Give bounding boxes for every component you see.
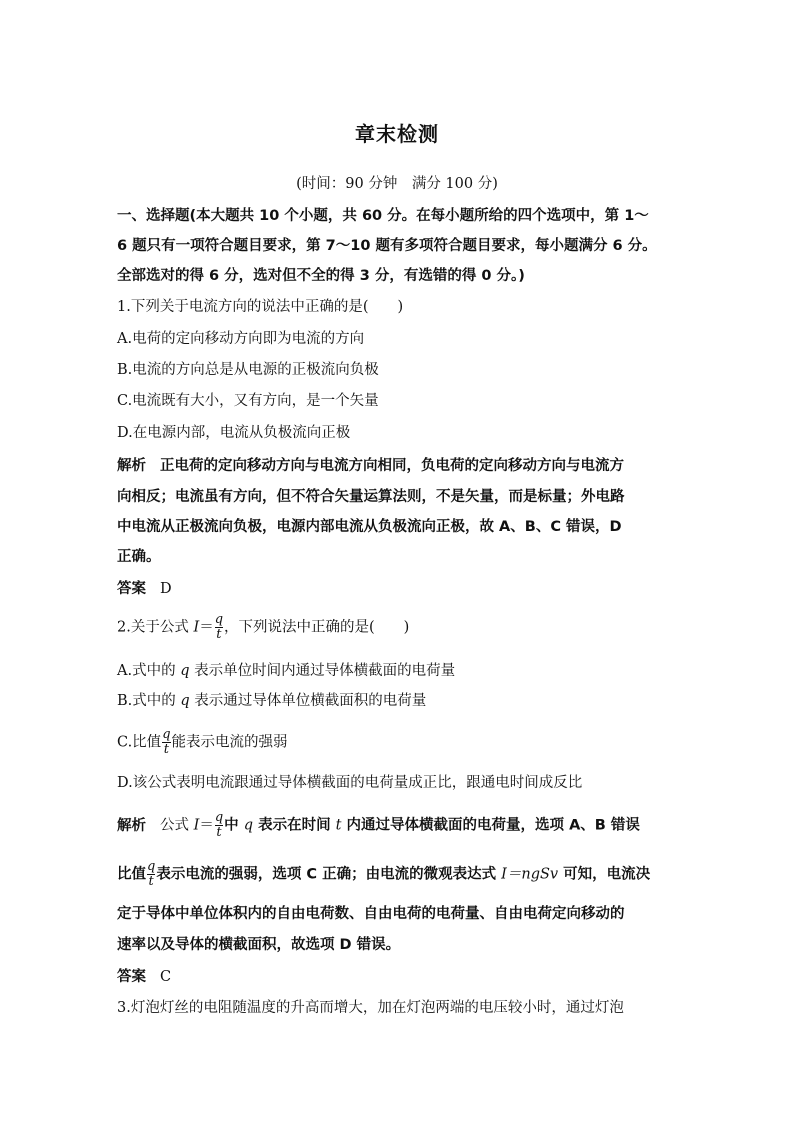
page-title: 章末检测 (355, 122, 439, 146)
q2-formula-i: I (193, 619, 200, 636)
fraction-numerator: q (214, 612, 224, 627)
q2-analysis-line-2 (117, 860, 679, 889)
fraction-numerator: q (147, 859, 156, 874)
fraction-denominator: t (163, 742, 169, 757)
q2-option-b-q: q (180, 693, 190, 709)
q2-stem-prefix: 2.关于公式 (117, 619, 194, 636)
analysis-label: 解析 (117, 817, 146, 834)
q2-formula-fraction (215, 613, 223, 642)
fraction-denominator: t (216, 825, 222, 840)
fraction-numerator: q (214, 810, 224, 825)
section-instructions-line-1: 一、选择题(本大题共 10 个小题，共 60 分。在每小题所给的四个选项中，第 1～ (117, 208, 649, 224)
q2-analysis-line-4: 速率以及导体的横截面积，故选项 D 错误。 (117, 937, 401, 953)
q2-option-c-fraction (162, 728, 170, 757)
q2-analysis-2-formula: I＝ngSv (501, 866, 559, 883)
q2-analysis-text-a: 中 (224, 817, 244, 834)
q2-analysis-2-prefix: 比值 (117, 866, 146, 883)
q2-option-c-prefix: C.比值 (117, 734, 162, 751)
section-instructions-line-2: 6 题只有一项符合题目要求，第 7～10 题有多项符合题目要求，每小题满分 6 分。 (117, 238, 657, 254)
q2-formula-equals: ＝ (199, 619, 214, 636)
q1-analysis-line-1 (117, 455, 679, 477)
fraction-denominator: t (216, 627, 222, 642)
q2-option-b-prefix: B.式中的 (117, 693, 181, 709)
q2-stem-suffix: ，下列说法中正确的是( ) (224, 619, 410, 636)
q1-stem: 1.下列关于电流方向的说法中正确的是( ) (117, 299, 404, 315)
q2-analysis-formula-equals: ＝ (199, 817, 214, 834)
q3-stem: 3.灯泡灯丝的电阻随温度的升高而增大，加在灯泡两端的电压较小时，通过灯泡 (117, 1000, 624, 1016)
q1-option-c: C.电流既有大小，又有方向，是一个矢量 (117, 393, 379, 409)
q2-analysis-text-c: 内通过导体横截面的电荷量，选项 A、B 错误 (341, 817, 640, 834)
q2-option-a-prefix: A.式中的 (117, 663, 181, 679)
q1-option-a: A.电荷的定向移动方向即为电流的方向 (117, 331, 365, 347)
q1-answer (117, 578, 679, 600)
q2-analysis-2-text: 表示电流的强弱，选项 C 正确；由电流的微观表达式 (156, 866, 502, 883)
q2-answer (117, 966, 679, 988)
q1-analysis-line-4: 正确。 (117, 549, 161, 565)
q2-analysis-text-b: 表示在时间 (253, 817, 336, 834)
q2-answer-value: C (160, 969, 172, 985)
answer-label: 答案 (117, 969, 146, 985)
fraction-numerator: q (162, 727, 171, 742)
q1-analysis-text-1: 正电荷的定向移动方向与电流方向相同，负电荷的定向移动方向与电流方 (160, 458, 624, 474)
q2-option-a-text: 表示单位时间内通过导体横截面的电荷量 (189, 663, 456, 679)
q2-analysis-line-3: 定于导体中单位体积内的自由电荷数、自由电荷的电荷量、自由电荷定向移动的 (117, 906, 625, 922)
q2-analysis-q: q (243, 817, 254, 834)
q1-option-d: D.在电源内部，电流从负极流向正极 (117, 425, 351, 441)
q2-stem (117, 613, 679, 642)
q1-analysis-line-3: 中电流从正极流向负极，电源内部电流从负极流向正极，故 A、B、C 错误，D (117, 519, 622, 535)
q2-option-c (117, 728, 679, 757)
q2-option-a-q: q (180, 663, 190, 679)
q2-analysis-line-1 (117, 811, 679, 840)
q2-option-d: D.该公式表明电流跟通过导体横截面的电荷量成正比，跟通电时间成反比 (117, 775, 583, 791)
q2-analysis-prefix: 公式 (160, 817, 194, 834)
q2-option-b (117, 690, 679, 712)
q1-option-b: B.电流的方向总是从电源的正极流向负极 (117, 362, 379, 378)
q2-analysis-2-suffix: 可知，电流决 (558, 866, 651, 883)
q2-option-a (117, 660, 679, 682)
q2-analysis-fraction (215, 811, 223, 840)
exam-info: (时间：90 分钟 满分 100 分) (296, 176, 498, 192)
fraction-denominator: t (148, 874, 154, 889)
q2-analysis-formula-i: I (193, 817, 200, 834)
q2-option-b-text: 表示通过导体单位横截面积的电荷量 (189, 693, 427, 709)
section-instructions-line-3: 全部选对的得 6 分，选对但不全的得 3 分，有选错的得 0 分。) (117, 268, 525, 284)
q1-answer-value: D (160, 581, 172, 597)
answer-label: 答案 (117, 581, 146, 597)
q2-analysis-2-fraction (147, 860, 155, 889)
analysis-label: 解析 (117, 458, 146, 474)
q1-analysis-line-2: 向相反；电流虽有方向，但不符合矢量运算法则，不是矢量，而是标量；外电路 (117, 489, 625, 505)
q2-analysis-t: t (335, 817, 342, 834)
q2-option-c-text: 能表示电流的强弱 (171, 734, 288, 751)
